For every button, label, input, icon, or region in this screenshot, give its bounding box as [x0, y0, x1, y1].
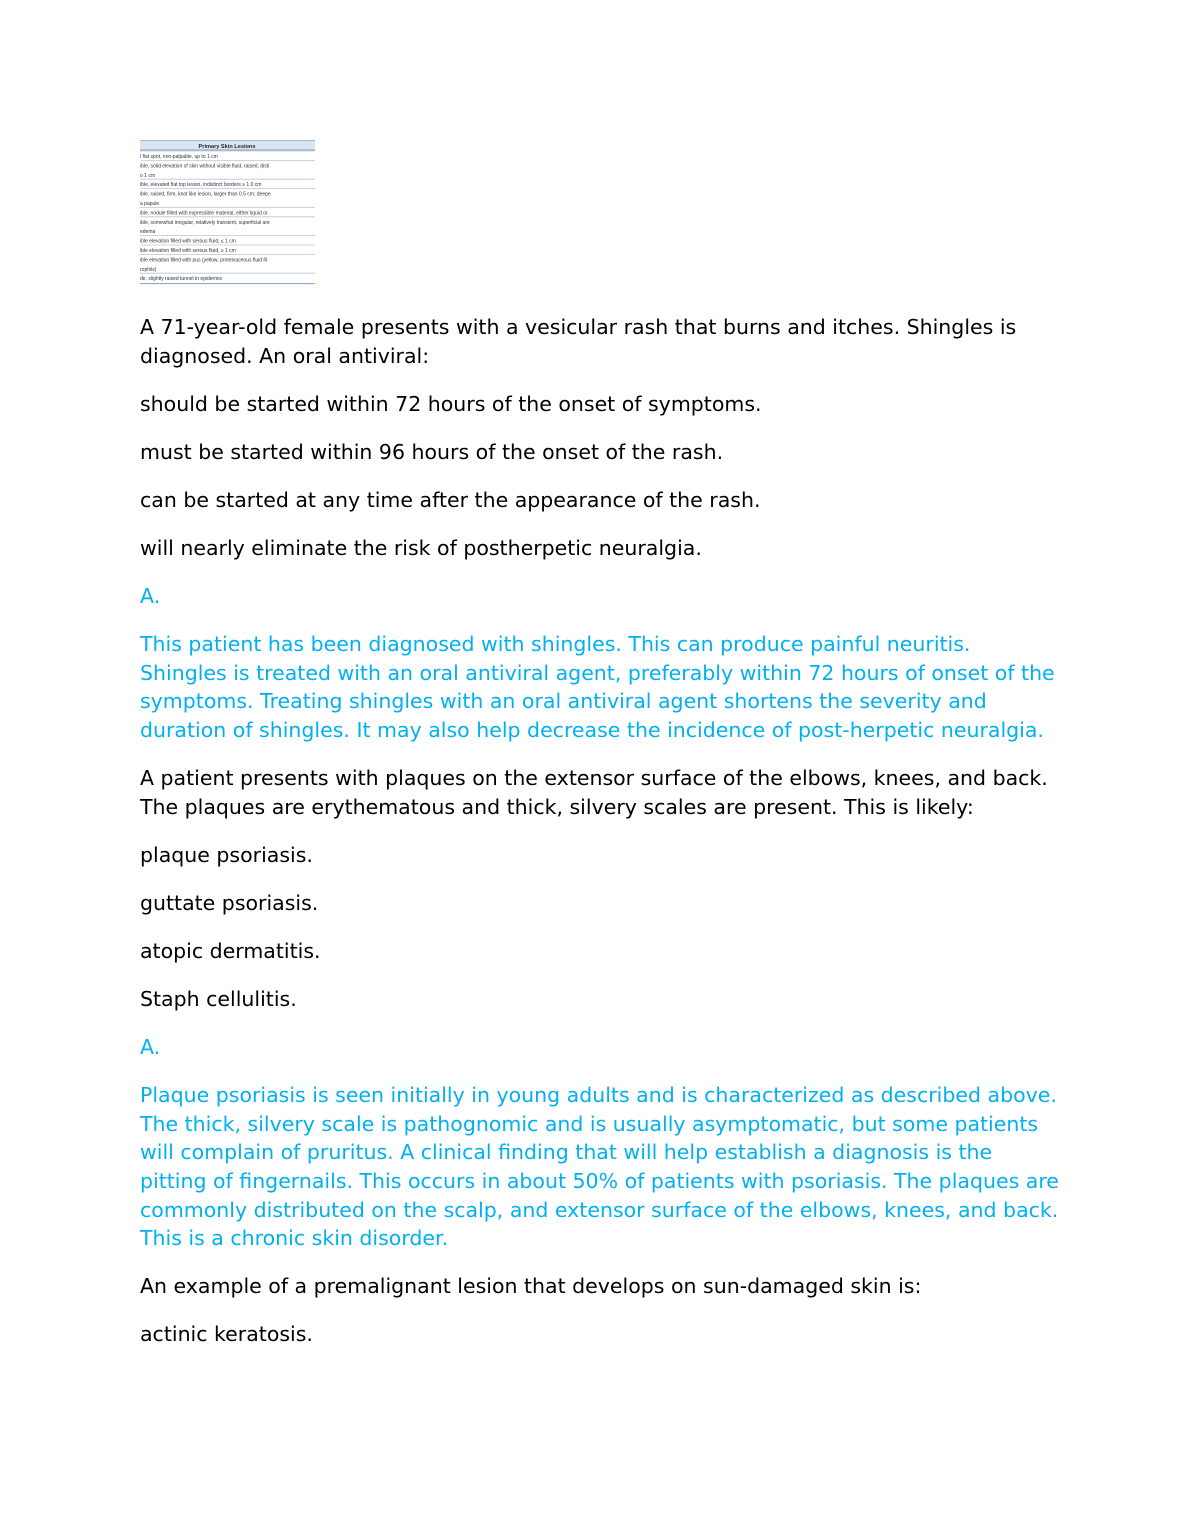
q1-stem: A 71-year-old female presents with a vesicular rash that burns and itches. Shingles is diagnosed. An oral antiviral: — [140, 315, 1017, 368]
q2-stem: A patient presents with plaques on the extensor surface of the elbows, knees, and back. The plaques are erythematous and thick, silvery scales are present. This is likely: — [140, 766, 1048, 819]
lesion-table-row-text: ible elevation filled with serous fluid, ≤ 1 cm — [140, 238, 236, 245]
lesion-table-graphic — [140, 140, 315, 285]
lesion-table-row-text: ible, raised, firm, knot like lesion, larger than 0.5 cm; deepe — [140, 191, 271, 198]
lesion-table-title: Primary Skin Lesions — [198, 144, 256, 150]
q1-explanation: This patient has been diagnosed with shingles. This can produce painful neuritis. Shingles is treated with an oral antiviral agent, preferably within 72 hours of onset of the symptoms. Treating shingles with an oral antiviral agent shortens the severity and duration of shingles. It may also help decrease the incidence of post-herpetic neuralgia. — [140, 632, 1055, 742]
q3-stem: An example of a premalignant lesion that develops on sun-damaged skin is: — [140, 1274, 922, 1299]
lesion-table-row-text: l flat spot, non-palpable, up to 1 cm — [140, 154, 218, 160]
primary-skin-lesions-table-image — [140, 140, 315, 285]
lesion-table-row-text: a papule — [140, 201, 160, 207]
q1-answer: A. — [140, 584, 161, 609]
lesion-table-row-text: ible, elevated flat top lesion, indistinct borders ≥ 1.0 cm — [140, 182, 262, 189]
q1-option-b: must be started within 96 hours of the onset of the rash. — [140, 439, 724, 464]
q2-explanation: Plaque psoriasis is seen initially in young adults and is characterized as described above. The thick, silvery scale is pathognomic and is usually asymptomatic, but some patients will complain of pruritus. A clinical finding that will help establish a diagnosis is the pitting of fingernails. This occurs in about 50% of patients with psoriasis. The plaques are commonly distributed on the scalp, and extensor surface of the elbows, knees, and back. This is a chronic skin disorder. — [140, 1083, 1059, 1251]
lesion-table-row-text: ible, solid elevation of skin without visible fluid, raised, disti — [140, 163, 270, 170]
q2-answer: A. — [140, 1035, 161, 1060]
lesion-table-row-text: ible, nodule filled with expressible material, either liquid or — [140, 210, 268, 217]
q2-option-b: guttate psoriasis. — [140, 890, 319, 915]
q1-option-a: should be started within 72 hours of the onset of symptoms. — [140, 391, 762, 416]
q2-option-c: atopic dermatitis. — [140, 938, 321, 963]
lesion-table-row-text: o 1 cm — [140, 172, 156, 179]
q3-option-a: actinic keratosis. — [140, 1322, 313, 1347]
lesion-table-row-text: edema — [140, 229, 156, 236]
lesion-table-row-text: ible elevation filled with serous fluid, ≥ 1 cm — [140, 248, 236, 254]
lesion-table-rows — [140, 151, 315, 284]
q1-option-c: can be started at any time after the appearance of the rash. — [140, 487, 761, 512]
lesion-table-row-text: de, slightly raised tunnel in epidermis — [140, 276, 222, 283]
lesion-table-row-text: ible, somewhat irregular, relatively transient, superficial are — [140, 219, 270, 226]
q2-option-d: Staph cellulitis. — [140, 987, 297, 1011]
lesion-table-row-text: rophils) — [140, 266, 157, 273]
document-page — [140, 140, 1060, 1368]
q1-option-d: will nearly eliminate the risk of postherpetic neuralgia. — [140, 535, 702, 560]
lesion-table-row-text: ible elevation filled with pus (yellow, proteinaceous fluid fil — [140, 257, 268, 264]
q2-option-a: plaque psoriasis. — [140, 842, 313, 867]
